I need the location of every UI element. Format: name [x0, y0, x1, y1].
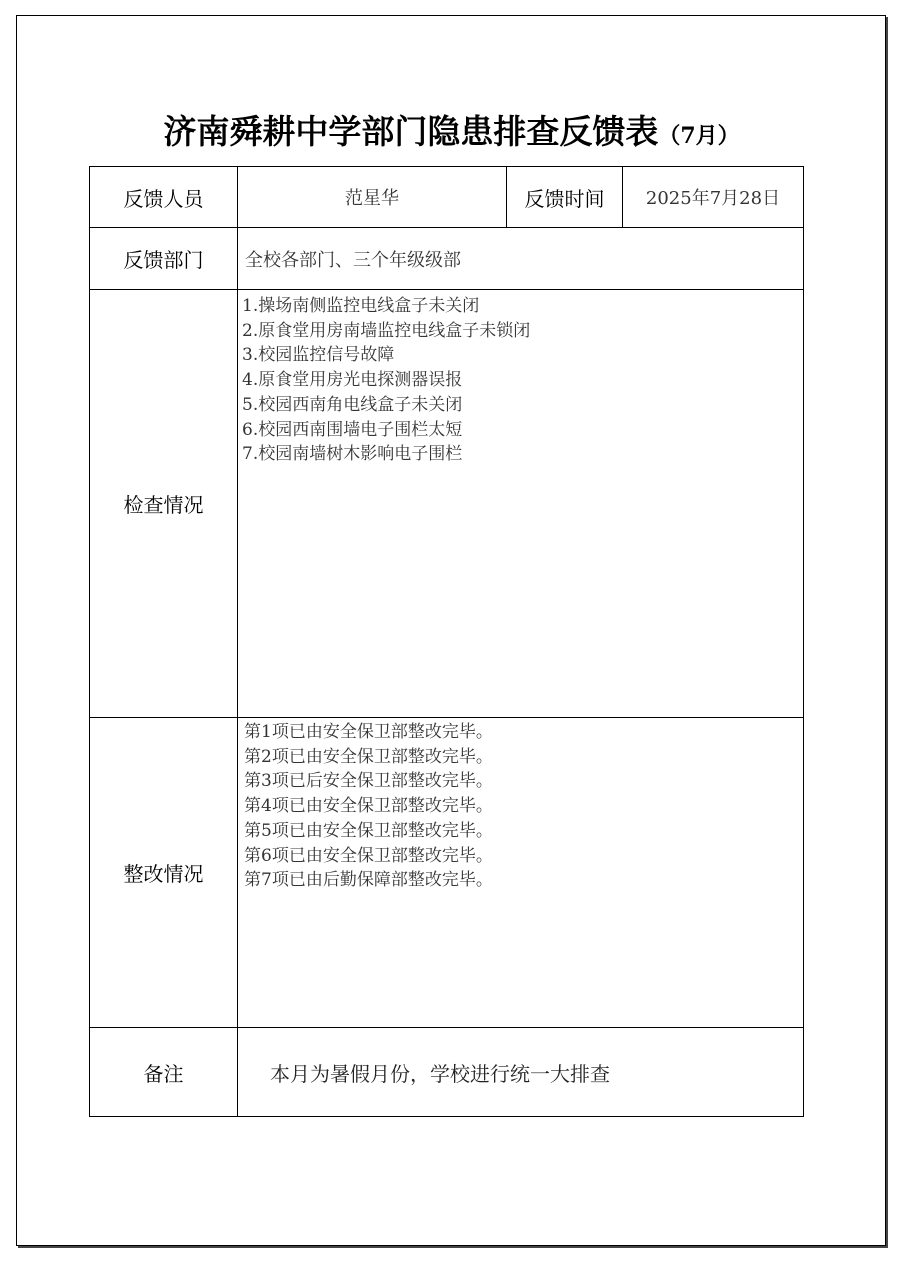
inspection-item: 6.校园西南围墙电子围栏太短: [242, 419, 463, 440]
row-remarks: [90, 1028, 804, 1117]
remarks-label: 备注: [90, 1028, 238, 1117]
time-value: 2025年7月28日: [623, 167, 804, 228]
rectification-item: 第5项已由安全保卫部整改完毕。: [244, 820, 493, 841]
reporter-label: 反馈人员: [90, 167, 238, 228]
inspection-item: 1.操场南侧监控电线盒子未关闭: [242, 296, 480, 316]
inspection-label: 检查情况: [90, 290, 238, 718]
feedback-form-table: [89, 166, 804, 1117]
title-month-suffix: （7月）: [658, 123, 740, 149]
row-department: [90, 228, 804, 290]
rectification-item: 第2项已由安全保卫部整改完毕。: [244, 746, 493, 767]
department-value: 全校各部门、三个年级级部: [238, 228, 804, 290]
rectification-list: [238, 718, 804, 1028]
inspection-item: 5.校园西南角电线盒子未关闭: [242, 394, 463, 415]
reporter-value: 范星华: [238, 167, 507, 228]
rectification-item: 第6项已由安全保卫部整改完毕。: [244, 845, 493, 866]
inspection-item: 3.校园监控信号故障: [242, 345, 395, 366]
row-inspection: [90, 290, 804, 718]
rectification-item: 第3项已后安全保卫部整改完毕。: [244, 771, 493, 792]
rectification-item: 第7项已由后勤保障部整改完毕。: [244, 870, 493, 891]
inspection-item: 2.原食堂用房南墙监控电线盒子未锁闭: [242, 320, 531, 341]
document-title: [0, 106, 903, 153]
rectification-item: 第4项已由安全保卫部整改完毕。: [244, 796, 493, 817]
time-label: 反馈时间: [507, 167, 623, 228]
title-text: 济南舜耕中学部门隐患排查反馈表: [163, 112, 659, 151]
inspection-item: 4.原食堂用房光电探测器误报: [242, 370, 463, 391]
inspection-list: [238, 290, 804, 718]
remarks-value: 本月为暑假月份，学校进行统一大排查: [238, 1028, 804, 1117]
department-label: 反馈部门: [90, 228, 238, 290]
rectification-item: 第1项已由安全保卫部整改完毕。: [244, 722, 493, 742]
row-reporter: [90, 167, 804, 228]
row-rectification: [90, 718, 804, 1028]
inspection-item: 7.校园南墙树木影响电子围栏: [242, 444, 463, 465]
rectification-label: 整改情况: [90, 718, 238, 1028]
